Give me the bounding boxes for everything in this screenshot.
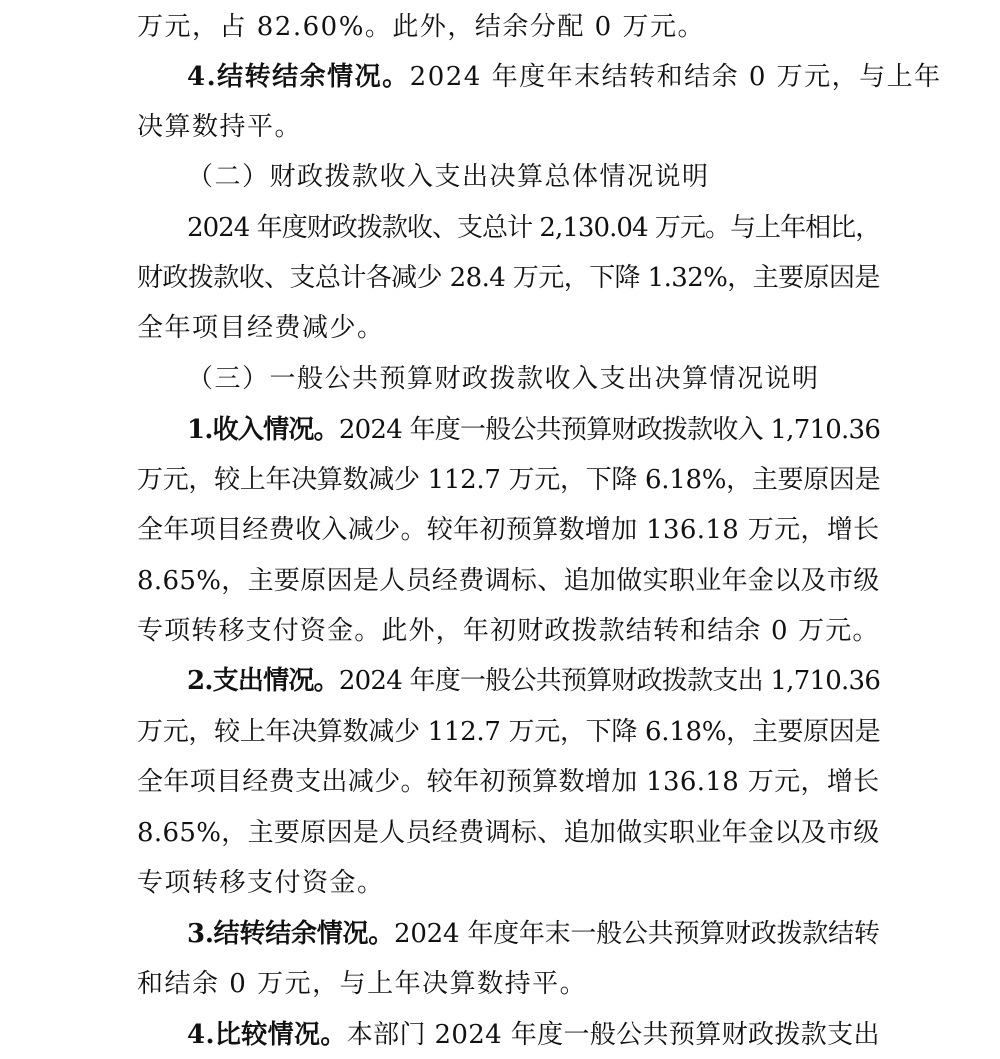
paragraph-line: 8.65%，主要原因是人员经费调标、追加做实职业年金以及市级 [137,818,880,848]
paragraph-line: 全年项目经费减少。 [137,313,385,343]
section-heading: 4.结转结余情况。 [187,62,410,92]
paragraph-line: 2.支出情况。2024 年度一般公共预算财政拨款支出 1,710.36 [187,666,881,696]
paragraph-line: 全年项目经费支出减少。较年初预算数增加 136.18 万元，增长 [137,767,880,797]
paragraph-line: 4.比较情况。本部门 2024 年度一般公共预算财政拨款支出 [187,1020,880,1050]
section-heading: 4.比较情况。 [187,1020,347,1050]
paragraph-line: 专项转移支付资金。此外，年初财政拨款结转和结余 0 万元。 [137,616,880,646]
paragraph-line: 万元，较上年决算数减少 112.7 万元，下降 6.18%，主要原因是 [137,717,881,747]
paragraph-line: 万元，较上年决算数减少 112.7 万元，下降 6.18%，主要原因是 [137,465,881,495]
paragraph-line: 决算数持平。 [137,112,303,142]
paragraph-line: 3.结转结余情况。2024 年度年末一般公共预算财政拨款结转 [187,919,880,949]
paragraph-line: 专项转移支付资金。 [137,868,385,898]
paragraph-line: 全年项目经费收入减少。较年初预算数增加 136.18 万元，增长 [137,515,880,545]
paragraph-line: 2024 年度财政拨款收、支总计 2,130.04 万元。与上年相比， [187,213,881,243]
paragraph-line: 和结余 0 万元，与上年决算数持平。 [137,969,588,999]
subsection-heading: （二）财政拨款收入支出决算总体情况说明 [187,162,710,192]
paragraph-line: 4.结转结余情况。2024 年度年末结转和结余 0 万元，与上年 [187,62,942,92]
section-heading: 2.支出情况。 [187,666,339,696]
subsection-heading: （三）一般公共预算财政拨款收入支出决算情况说明 [187,364,820,394]
section-heading: 3.结转结余情况。 [187,919,395,949]
section-heading: 1.收入情况。 [187,415,339,445]
paragraph-line: 万元，占 82.60%。此外，结余分配 0 万元。 [137,12,705,42]
paragraph-line: 财政拨款收、支总计各减少 28.4 万元，下降 1.32%，主要原因是 [137,263,880,293]
paragraph-line: 1.收入情况。2024 年度一般公共预算财政拨款收入 1,710.36 [187,415,881,445]
paragraph-line: 8.65%，主要原因是人员经费调标、追加做实职业年金以及市级 [137,566,880,596]
